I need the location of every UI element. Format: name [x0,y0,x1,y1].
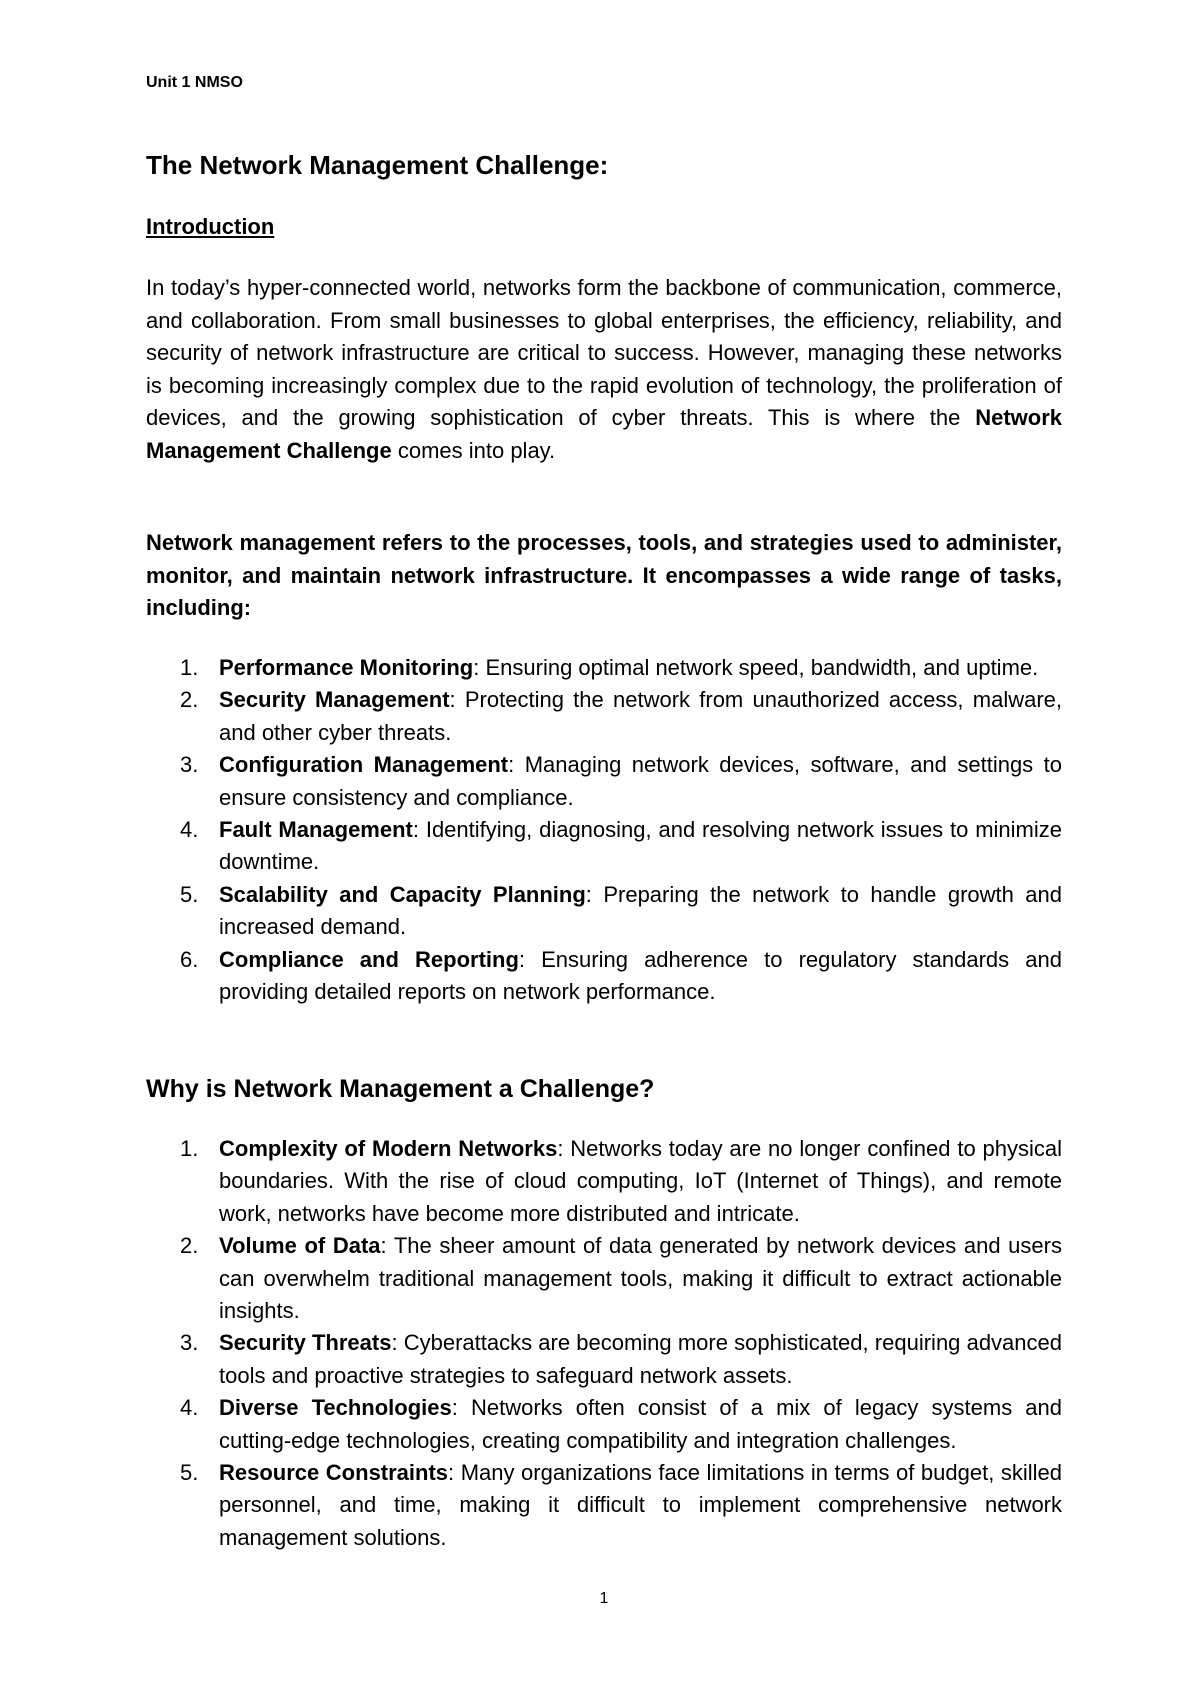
list-item [146,879,1062,944]
introduction-heading: Introduction [146,214,275,239]
list-item [146,749,1062,814]
list-description: : Networks often consist of a mix of legacy systems and cutting-edge technologies, creating compatibility and integration challenges. [219,1395,1062,1453]
challenges-list [146,1133,1062,1554]
running-header: Unit 1 NMSO [146,74,243,91]
list-number: 3. [180,1330,199,1356]
list-item [146,1230,1062,1327]
document-page [146,0,1062,1696]
list-item [146,1392,1062,1457]
list-number: 1. [180,655,199,680]
list-term: Complexity of Modern Networks [219,1136,558,1161]
intro-text-before: In today’s hyper-connected world, networks form the backbone of communication, commerce, and collaboration. From small businesses to global enterprises, the efficiency, reliability, and security of network infrastructure are critical to success. However, managing these networks is becoming increasingly complex due to the rapid evolution of technology, the proliferation of devices, and the growing sophistication of cyber threats. This is where the [146,275,1062,431]
list-term: Scalability and Capacity Planning [219,881,586,907]
list-item [146,944,1062,1009]
list-description: : Ensuring adherence to regulatory standards and providing detailed reports on network performance. [219,946,1062,1005]
page-number: 1 [599,1590,609,1607]
introduction-paragraph [146,272,1062,468]
list-item [146,814,1062,879]
list-description: : Ensuring optimal network speed, bandwidth, and uptime. [473,655,1039,680]
list-description: : Networks today are no longer confined to physical boundaries. With the rise of cloud computing, IoT (Internet of Things), and remote work, networks have become more distributed and intricate. [219,1136,1062,1226]
list-description: : Preparing the network to handle growth and increased demand. [219,881,1062,940]
list-number: 5. [180,1460,199,1486]
list-number: 3. [180,752,199,778]
intro-text-after: comes into play. [391,437,556,463]
intro-emphasis: Network Management Challenge [146,405,1062,463]
list-term: Configuration Management [219,752,509,778]
list-description: : Cyberattacks are becoming more sophisticated, requiring advanced tools and proactive strategies to safeguard network assets. [219,1330,1062,1388]
list-item [146,1457,1062,1554]
list-item [146,1327,1062,1392]
list-number: 1. [180,1136,199,1161]
list-number: 2. [180,687,199,713]
list-term: Compliance and Reporting [219,946,519,972]
definition-paragraph: Network management refers to the processes, tools, and strategies used to administer, monitor, and maintain network infrastructure. It encompasses a wide range of tasks, including: [146,530,1062,621]
list-term: Security Management [219,687,450,713]
list-description: : Managing network devices, software, and settings to ensure consistency and compliance. [219,752,1062,810]
list-item [146,652,1062,684]
list-number: 5. [180,881,199,907]
list-term: Volume of Data [219,1233,381,1259]
list-description: : Many organizations face limitations in terms of budget, skilled personnel, and time, making it difficult to implement comprehensive network management solutions. [219,1460,1062,1550]
list-term: Diverse Technologies [219,1395,452,1421]
list-description: : Identifying, diagnosing, and resolving network issues to minimize downtime. [219,817,1062,875]
document-title: The Network Management Challenge: [146,150,609,180]
list-number: 2. [180,1233,199,1259]
challenge-heading: Why is Network Management a Challenge? [146,1075,655,1103]
list-number: 4. [180,817,199,843]
list-item [146,1133,1062,1230]
list-term: Resource Constraints [219,1460,449,1486]
tasks-list [146,652,1062,1008]
list-item [146,684,1062,749]
list-term: Fault Management [219,817,413,843]
list-term: Performance Monitoring [219,655,474,680]
list-description: : The sheer amount of data generated by network devices and users can overwhelm traditional management tools, making it difficult to extract actionable insights. [219,1233,1062,1324]
list-number: 4. [180,1395,199,1421]
list-description: : Protecting the network from unauthorized access, malware, and other cyber threats. [219,687,1062,745]
list-term: Security Threats [219,1330,392,1356]
list-number: 6. [180,946,199,972]
